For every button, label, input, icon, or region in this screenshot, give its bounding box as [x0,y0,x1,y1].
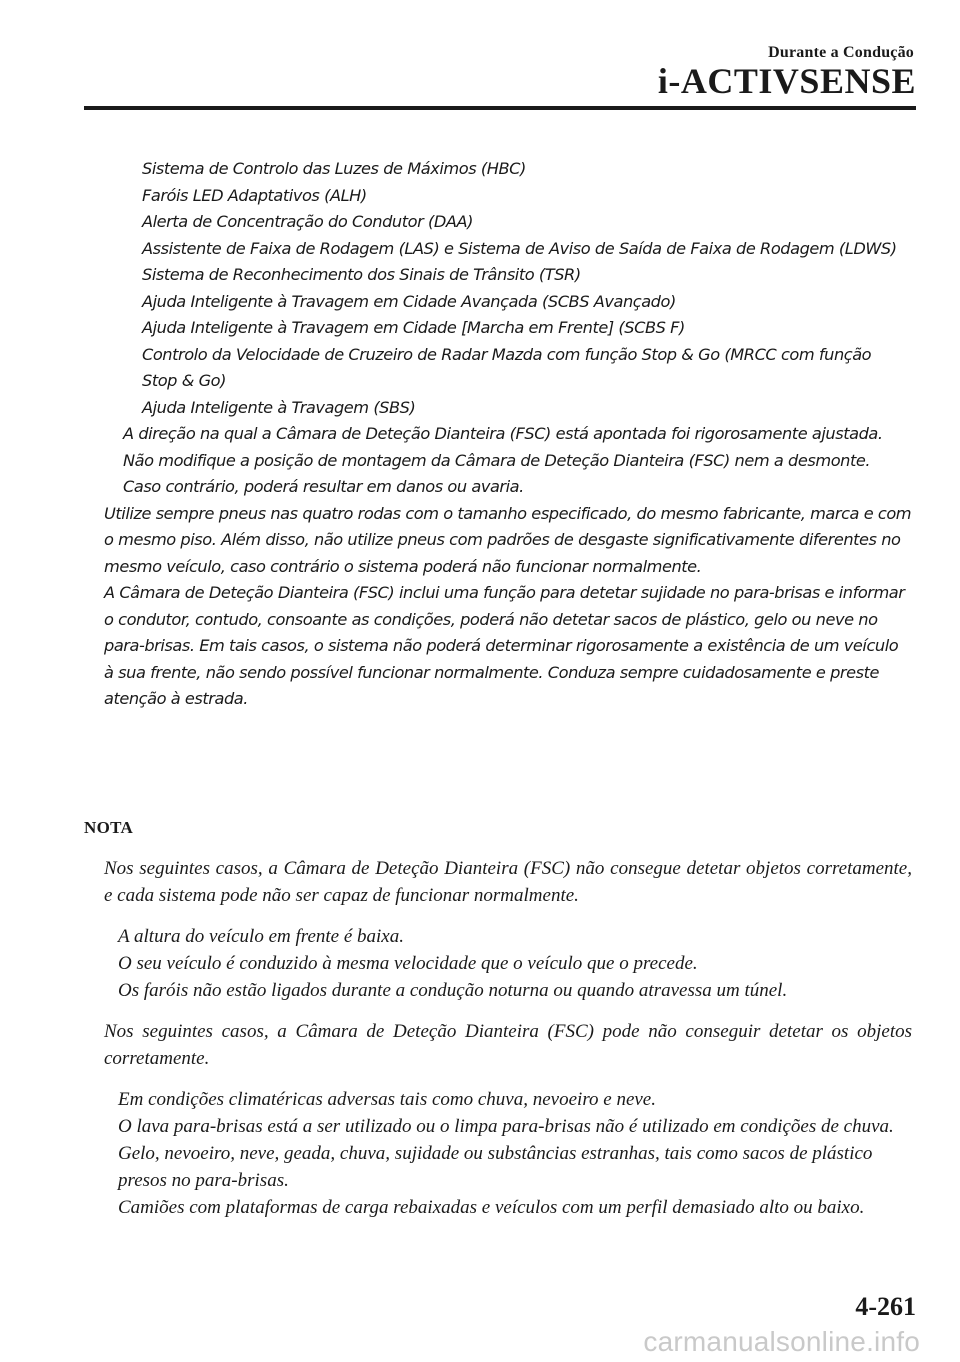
list-item: Controlo da Velocidade de Cruzeiro de Radar Mazda com função Stop & Go (MRCC com função Stop & Go) [142,344,872,390]
list-item: Gelo, nevoeiro, neve, geada, chuva, sujidade ou substâncias estranhas, tais como sacos de plástico presos no para-brisas. [118,1143,873,1191]
list-item: O seu veículo é conduzido à mesma velocidade que o veículo que o precede. [118,953,698,974]
list-item: Ajuda Inteligente à Travagem em Cidade [Marcha em Frente] (SCBS F) [142,318,685,337]
list-item: Faróis LED Adaptativos (ALH) [142,185,367,205]
list-item: Utilize sempre pneus nas quatro rodas com o tamanho especificado, do mesmo fabricante, marca e com o mesmo piso. Além disso, não utilize pneus com padrões de desgaste significativamente diferentes no mesmo veículo, caso contrário o sistema poderá não funcionar normalmente. [104,503,912,576]
chapter-name: Durante a Condução [768,44,914,61]
list-item: Alerta de Concentração do Condutor (DAA) [142,212,473,231]
list-item: Em condições climatéricas adversas tais como chuva, nevoeiro e neve. [118,1089,656,1110]
list-item: O lava para-brisas está a ser utilizado ou o limpa para-brisas não é utilizado em condições de chuva. [118,1116,894,1137]
list-item: A altura do veículo em frente é baixa. [118,926,404,947]
list-item: Os faróis não estão ligados durante a condução noturna ou quando atravessa um túnel. [118,980,788,1001]
list-item: A Câmara de Deteção Dianteira (FSC) inclui uma função para detetar sujidade no para-brisas e informar o condutor, contudo, consoante as condições, poderá não detetar sacos de plástico, gelo ou neve no para-brisas. Em tais casos, o sistema não poderá determinar rigorosamente a existência de um veículo à sua frente, não sendo possível funcionar normalmente. Conduza sempre cuidadosamente e preste atenção à estrada. [104,583,905,708]
warning-list [0,156,960,713]
list-item: A direção na qual a Câmara de Deteção Dianteira (FSC) está apontada foi rigorosamente ajustada. Não modifique a posição de montagem da Câmara de Deteção Dianteira (FSC) nem a desmonte. Caso contrário, poderá resultar em danos ou avaria. [123,424,883,496]
section-title: i-ACTIVSENSE [657,61,916,101]
list-item: Nos seguintes casos, a Câmara de Deteção Dianteira (FSC) não consegue detetar objetos corretamente, e cada sistema pode não ser capaz de funcionar normalmente. [104,858,912,906]
note-heading: NOTA [84,818,134,837]
list-item: Sistema de Reconhecimento dos Sinais de Trânsito (TSR) [142,265,581,284]
list-item: Assistente de Faixa de Rodagem (LAS) e Sistema de Aviso de Saída de Faixa de Rodagem (LDWS) [142,238,897,258]
header-divider [84,106,916,110]
list-item: Sistema de Controlo das Luzes de Máximos (HBC) [142,159,526,178]
list-item: Camiões com plataformas de carga rebaixadas e veículos com um perfil demasiado alto ou baixo. [118,1197,865,1218]
list-item: Ajuda Inteligente à Travagem em Cidade Avançada (SCBS Avançado) [142,291,676,311]
watermark: carmanualsonline.info [643,1326,920,1357]
note-list [0,855,960,1221]
list-item: Nos seguintes casos, a Câmara de Deteção Dianteira (FSC) pode não conseguir detetar os objetos corretamente. [104,1021,912,1069]
list-item: Ajuda Inteligente à Travagem (SBS) [142,397,416,417]
page-number: 4-261 [855,1292,916,1321]
